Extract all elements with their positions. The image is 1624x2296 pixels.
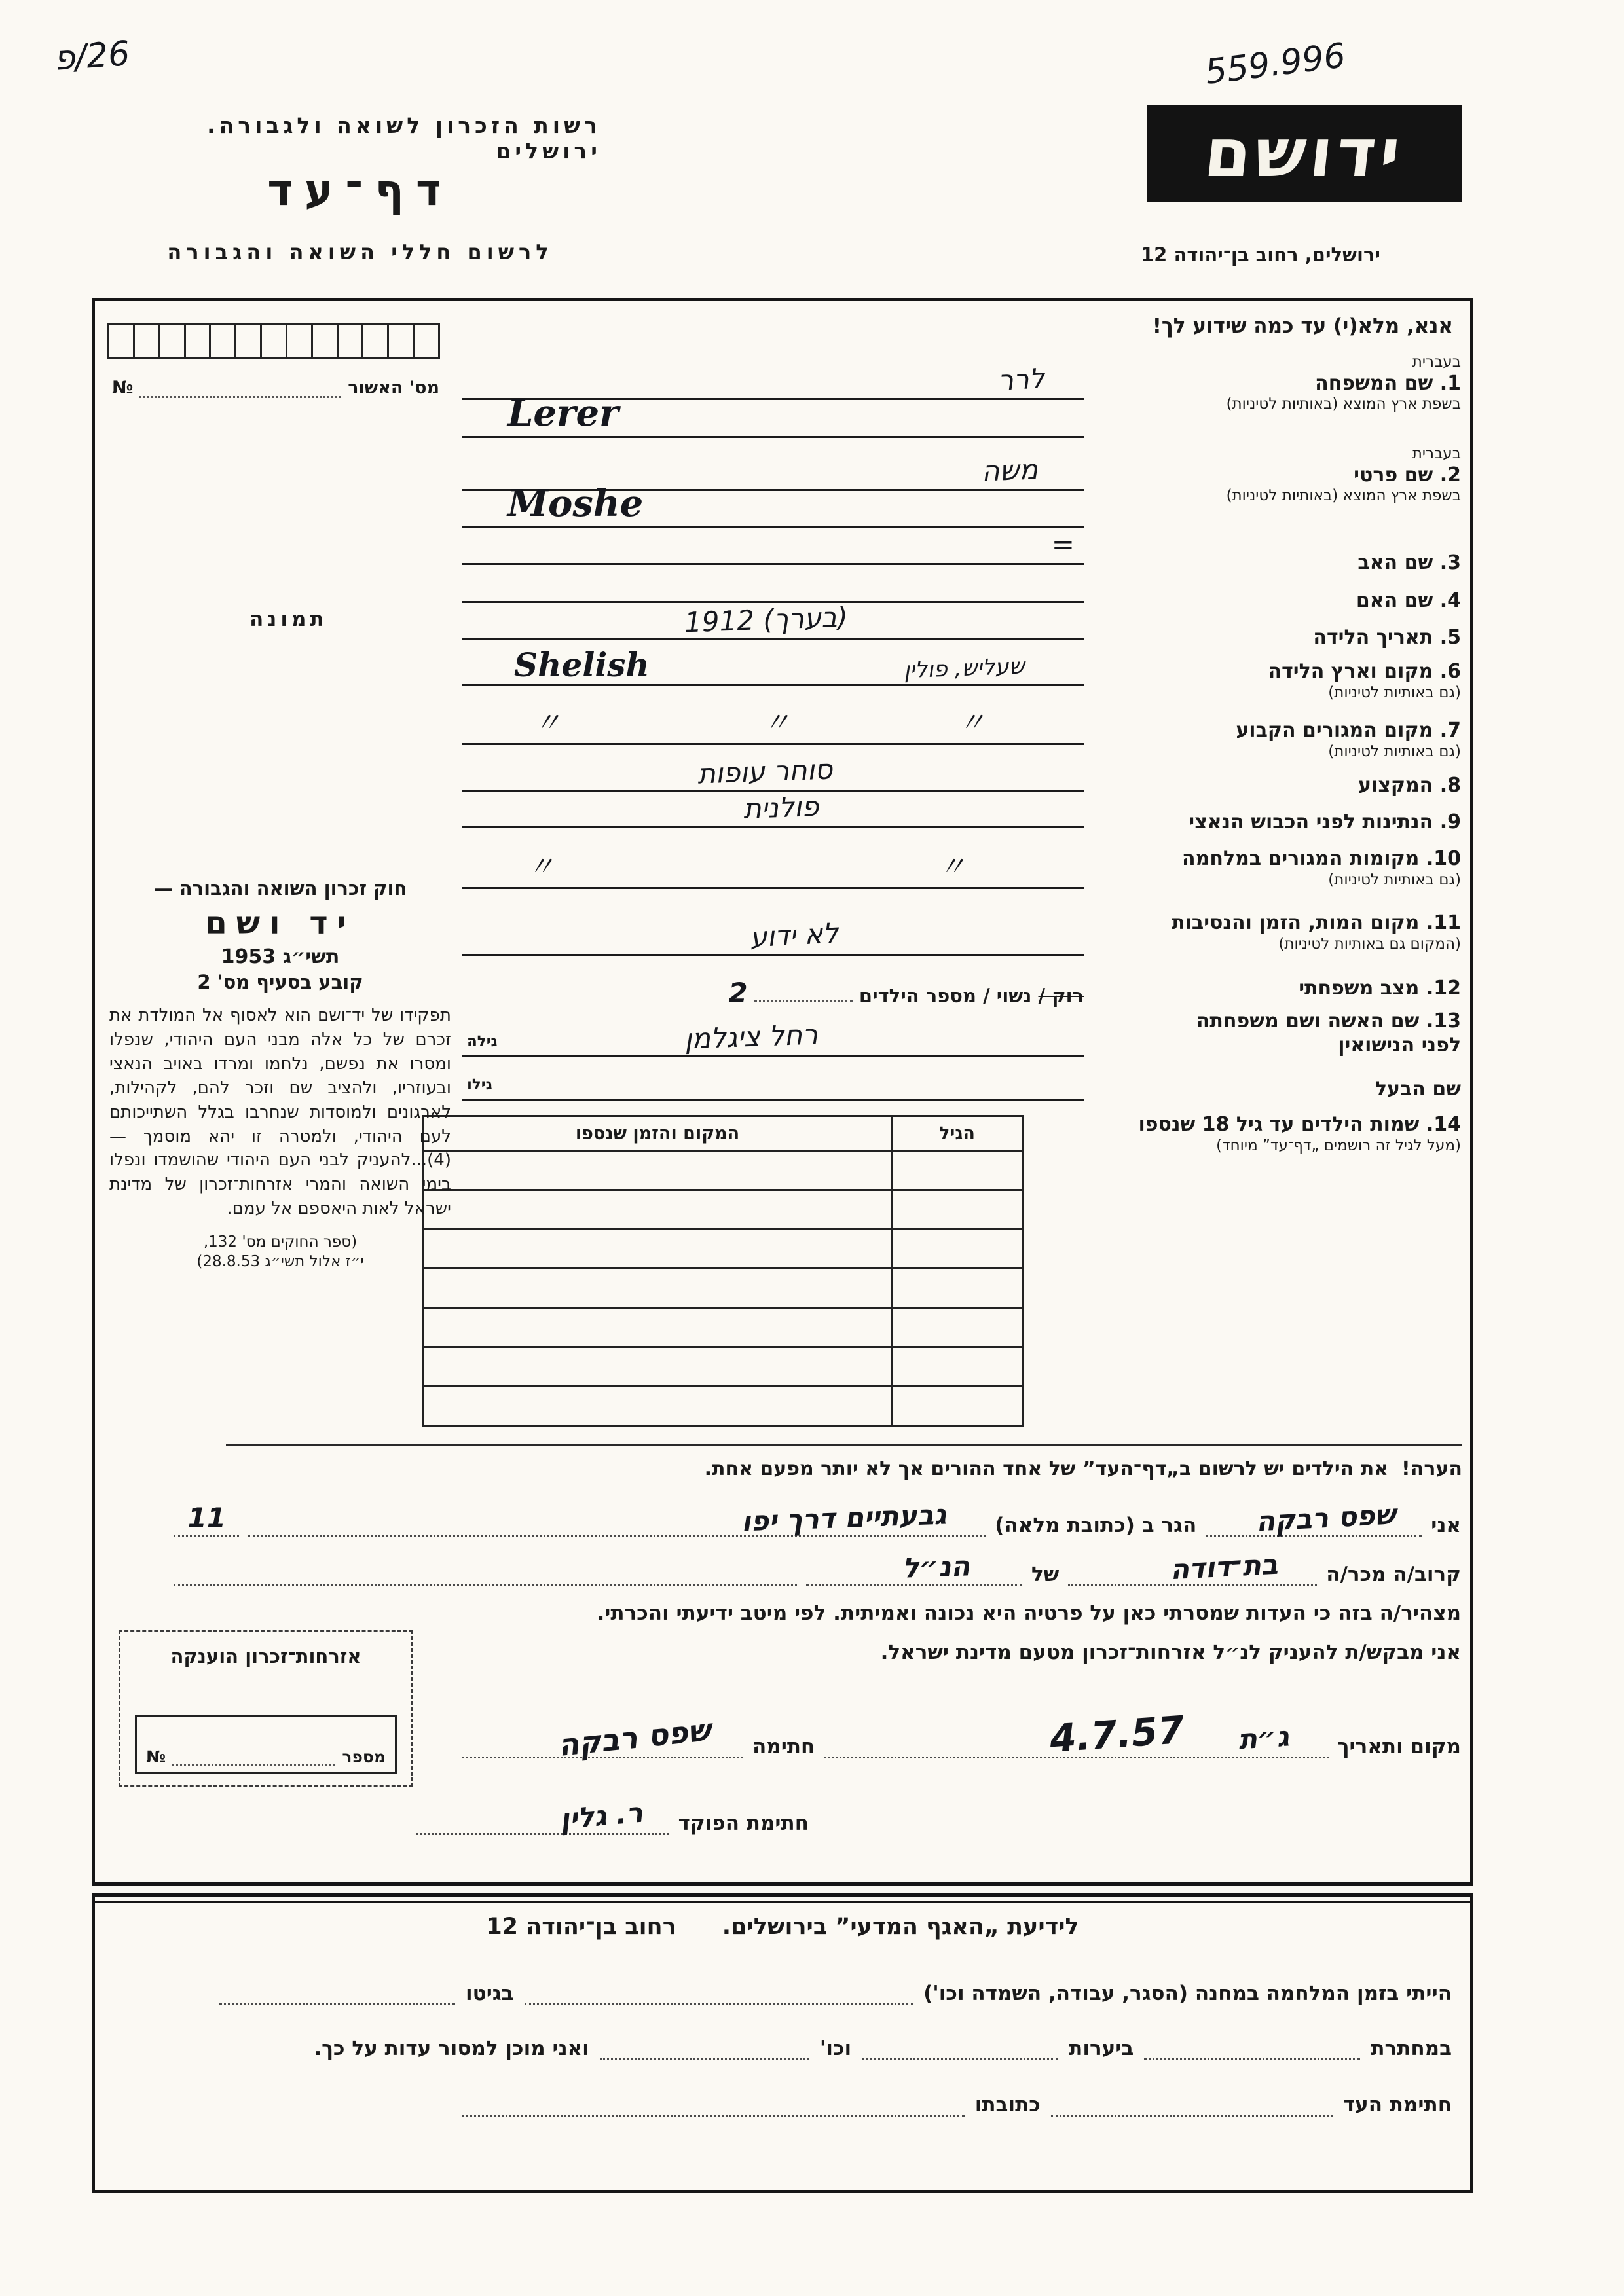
handwritten-residence-ditto-1: 〃 bbox=[534, 706, 562, 738]
field-death-place-label: 11. מקום המות, הזמן והנסיבות (המקום גם באותיות לטיניות) bbox=[1172, 911, 1461, 953]
handwritten-birth-place-hebrew: שעליש, פולין bbox=[903, 653, 1025, 684]
field-children-names-label: 14. שמות הילדים עד גיל 18 שנספו (מעל לגיל זה רושמים „דף־עד” מיוחד) bbox=[1138, 1113, 1461, 1154]
relation-label: קרוב/ה מכר/ה bbox=[1326, 1563, 1461, 1586]
field-wife-name-line bbox=[462, 1018, 1084, 1057]
field-father-name-label: 3. שם האב bbox=[1357, 551, 1461, 574]
forests-blank bbox=[862, 2029, 1058, 2060]
handwritten-signature: שפס רבקה bbox=[556, 1711, 712, 1764]
office-address: ירושלים, רחוב בן־יהודה 12 bbox=[1141, 244, 1380, 266]
underground-blank bbox=[1144, 2029, 1360, 2060]
citizenship-granted-label: אזרחות־זכרון הוענקה bbox=[170, 1645, 361, 1667]
marital-status-options bbox=[462, 977, 1084, 1009]
option-single: רוק / bbox=[1038, 985, 1084, 1007]
underground-forests-line bbox=[134, 2029, 1452, 2060]
children-count-blank bbox=[754, 985, 853, 1002]
camp-ghetto-line bbox=[219, 1974, 1452, 2005]
husband-age-label: גילו bbox=[467, 1076, 492, 1093]
field-wartime-residence-label: 10. מקומות המגורים במלחמה (גם באותיות לטיניות) bbox=[1182, 847, 1461, 888]
handwritten-wartime-ditto-1: 〃 bbox=[527, 850, 555, 883]
field-residence-line bbox=[462, 706, 1084, 745]
resides-label: הגר ב (כתובת מלאה) bbox=[995, 1514, 1197, 1537]
field-father-name-line bbox=[462, 528, 1084, 565]
scientific-branch-box bbox=[92, 1893, 1473, 2193]
note-head: הערה! bbox=[1401, 1457, 1462, 1480]
handwritten-file-number-left: 26/פ bbox=[52, 34, 132, 79]
yad-vashem-logo bbox=[1147, 105, 1462, 202]
field-family-name-label: בעברית 1. שם המשפחה בשפת ארץ המוצא (באותיות לטיניות) bbox=[1226, 354, 1461, 413]
ghetto-label: בגיטו bbox=[466, 1982, 514, 2005]
of-label: של bbox=[1031, 1563, 1060, 1586]
witness-address-blank bbox=[248, 1498, 986, 1538]
column-place-time: המקום והזמן שנספו bbox=[575, 1123, 740, 1144]
children-note bbox=[459, 1457, 1462, 1480]
handwritten-children-count: 2 bbox=[728, 977, 748, 1009]
children-table-row bbox=[424, 1228, 1022, 1267]
place-date-label: מקום ותאריך bbox=[1337, 1735, 1461, 1758]
field-marital-status-label: 12. מצב משפחתי bbox=[1299, 977, 1461, 1000]
handwritten-address-number: 11 bbox=[187, 1502, 226, 1534]
handwritten-date: 4.7.57 bbox=[1048, 1707, 1186, 1762]
etc-label: וכו' bbox=[819, 2037, 852, 2060]
approval-number-label: מס' האשור bbox=[348, 378, 439, 398]
handwritten-birth-place-latin: Shelish bbox=[514, 646, 650, 684]
clerk-signature-line bbox=[416, 1796, 809, 1836]
field-mother-name-line bbox=[462, 601, 1084, 603]
scientific-branch-title: לידיעת „האגף המדעי” בירושלים. רחוב בן־יהודה 12 bbox=[486, 1914, 1079, 1940]
form-subtitle: לרשום חללי השואה והגבורה bbox=[167, 240, 553, 264]
witness-address-label: כתובתו bbox=[974, 2093, 1041, 2117]
relation-extra-blank bbox=[174, 1555, 797, 1586]
field-husband-name-label: שם הבעל bbox=[1375, 1078, 1461, 1101]
etc-blank bbox=[600, 2029, 809, 2060]
children-table-row bbox=[424, 1385, 1022, 1425]
law-clause: קובע בסעיף מס' 2 bbox=[197, 971, 363, 993]
witness-signature-line bbox=[462, 2085, 1452, 2117]
form-title: דף־עד bbox=[267, 165, 453, 215]
handwritten-death-place: לא ידוע bbox=[748, 917, 840, 954]
field-birth-date-line bbox=[462, 600, 1084, 640]
yad-vashem-logo-text: ידושם bbox=[1201, 114, 1408, 192]
witness-signature-label: חתימת העד bbox=[1342, 2093, 1452, 2117]
stamp-number-blank bbox=[172, 1745, 335, 1766]
handwritten-father-name: = bbox=[1051, 528, 1075, 560]
clerk-signature-label: חתימת הפוקד bbox=[678, 1812, 809, 1835]
witness-signature-blank bbox=[1051, 2085, 1333, 2117]
handwritten-family-name-latin: Lerer bbox=[507, 392, 619, 435]
handwritten-relation: בת־דודה bbox=[1169, 1548, 1279, 1586]
field-citizenship-line bbox=[462, 790, 1084, 828]
camp-label: הייתי בזמן המלחמה במחנה (הסגר, עבודה, השמדה וכו') bbox=[923, 1982, 1452, 2005]
handwritten-of-whom: הנ״ל bbox=[902, 1550, 970, 1584]
law-title: חוק זכרון השואה והגבורה — bbox=[153, 877, 407, 900]
field-death-place-line bbox=[462, 917, 1084, 956]
main-form-box bbox=[92, 298, 1473, 1886]
law-yad-vashem: יד ושם bbox=[205, 905, 356, 941]
note-divider bbox=[226, 1444, 1462, 1446]
signature-label: חתימה bbox=[752, 1735, 815, 1758]
field-citizenship-label: 9. הנתינות לפני הכבוש הנאצי bbox=[1189, 811, 1461, 833]
declaration-truth-statement: מצהיר/ה בזה כי העדות שמסרתי כאן על פרטיה היא נכונה ואמיתית. לפי מיטב ידיעתי והכרתי. bbox=[597, 1601, 1461, 1625]
field-wartime-residence-line bbox=[462, 850, 1084, 889]
note-text: את הילדים יש לרשום ב„דף־העד” של אחד ההורים אך לא יותר מפעם אחת. bbox=[704, 1457, 1389, 1480]
declaration-request-statement: אני מבקש/ת להעניק לנ״ל אזרחות־זכרון מטעם מדינת ישראל. bbox=[880, 1641, 1461, 1664]
relation-blank bbox=[1068, 1548, 1317, 1586]
field-family-name-latin-line bbox=[462, 392, 1084, 438]
approval-number-row bbox=[112, 377, 439, 398]
remembrance-law-block bbox=[109, 877, 451, 1272]
handwritten-given-name-latin: Moshe bbox=[507, 482, 644, 525]
handwritten-profession: סוחר עופות bbox=[697, 753, 834, 790]
numero-sign: № bbox=[112, 378, 134, 398]
children-table bbox=[422, 1115, 1024, 1427]
clerk-signature-blank bbox=[416, 1796, 669, 1836]
serial-number-boxes bbox=[109, 323, 440, 359]
handwritten-file-number-right: 559.996 bbox=[1203, 36, 1348, 92]
approval-number-blank bbox=[139, 377, 341, 398]
field-residence-label: 7. מקום המגורים הקבוע (גם באותיות לטיניות) bbox=[1236, 719, 1461, 760]
witness-address-number-blank bbox=[174, 1502, 239, 1537]
of-blank bbox=[806, 1550, 1022, 1586]
memorial-citizenship-stamp-box bbox=[119, 1630, 413, 1787]
handwritten-clerk-signature: ר. גלין bbox=[558, 1796, 644, 1836]
handwritten-residence-ditto-2: 〃 bbox=[763, 706, 791, 738]
stamp-number-box bbox=[135, 1715, 397, 1774]
law-year: תשי״ג 1953 bbox=[221, 945, 340, 968]
place-date-signature-line bbox=[462, 1707, 1461, 1764]
underground-label: במחתרת bbox=[1371, 2037, 1452, 2060]
children-table-row bbox=[424, 1307, 1022, 1346]
law-body: תפקידו של יד־ושם הוא לאסוף אל המולדת את זכרם של כל אלה מבני העם היהודי, שנפלו ומסרו את נפשם, נלחמו ומרדו באויב הנאצי ובעוזריו, ולהציב שם וזכר להם, לקהילות, לארגונים ולמוסדות שנחרבו בגלל השתייכותם לעם היהודי, ולמטרה זו יהא מוסמך — (4)...להעניק לבני העם היהודי שהושמדו ונפלו בימי השואה והמרי אזרחות־זכרון של מדינת ישראל לאות היאספם אל עמם. bbox=[109, 1006, 451, 1219]
i-label: אני bbox=[1431, 1514, 1461, 1537]
children-table-row bbox=[424, 1150, 1022, 1189]
children-count-label: מספר הילדים bbox=[858, 985, 976, 1007]
children-table-row bbox=[424, 1267, 1022, 1307]
witness-name-blank bbox=[1206, 1498, 1422, 1538]
handwritten-given-name-hebrew: משה bbox=[981, 453, 1039, 488]
handwritten-place: ג״ת bbox=[1237, 1720, 1291, 1756]
handwritten-witness-name: שפס רבקה bbox=[1255, 1498, 1397, 1538]
handwritten-wife-name: רחל ציגלמן bbox=[684, 1018, 819, 1055]
field-birth-place-label: 6. מקום וארץ הלידה (גם באותיות לטיניות) bbox=[1268, 660, 1461, 701]
handwritten-family-name-hebrew: לרר bbox=[997, 362, 1046, 397]
handwritten-residence-ditto-3: 〃 bbox=[957, 706, 986, 738]
declaration-relation-line bbox=[174, 1548, 1461, 1586]
handwritten-witness-address: גבעתיים דרך יפו bbox=[741, 1498, 948, 1538]
children-table-header bbox=[424, 1117, 1022, 1150]
witness-address-blank-bottom bbox=[462, 2085, 965, 2117]
field-profession-label: 8. המקצוע bbox=[1357, 774, 1461, 797]
field-birth-date-label: 5. תאריך הלידה bbox=[1313, 626, 1461, 649]
stamp-numero-sign: № bbox=[146, 1747, 166, 1766]
field-husband-name-line bbox=[462, 1076, 1084, 1101]
children-table-row bbox=[424, 1189, 1022, 1228]
fill-instruction: אנא, מלא(י) עד כמה שידוע לך! bbox=[1152, 314, 1453, 338]
signature-blank bbox=[462, 1711, 743, 1764]
wife-age-label: גילה bbox=[467, 1033, 498, 1050]
field-given-name-label: בעברית 2. שם פרטי בשפת ארץ המוצא (באותיות לטיניות) bbox=[1226, 445, 1461, 505]
declaration-identity-line bbox=[174, 1498, 1461, 1538]
field-given-name-latin-line bbox=[462, 482, 1084, 528]
column-age: הגיל bbox=[891, 1117, 1022, 1150]
field-wife-name-label: 13. שם האשה ושם משפחתה לפני הנישואין bbox=[1196, 1010, 1461, 1057]
handwritten-citizenship: פולנית bbox=[743, 790, 820, 825]
handwritten-wartime-ditto-2: 〃 bbox=[938, 850, 966, 883]
camp-blank bbox=[525, 1974, 913, 2005]
memorial-authority-line: רשות הזכרון לשואה ולגבורה. ירושלים bbox=[207, 113, 601, 164]
option-married: נשוי / bbox=[983, 985, 1032, 1007]
testify-label: ואני מוכן למסור עדות על כך. bbox=[314, 2037, 589, 2060]
place-date-blank bbox=[824, 1707, 1328, 1762]
field-birth-place-line bbox=[462, 646, 1084, 686]
photo-placeholder-label: תמונה bbox=[249, 608, 328, 631]
forests-label: ביערות bbox=[1069, 2037, 1134, 2060]
stamp-number-label: מספר bbox=[342, 1747, 386, 1766]
law-reference: (ספר החוקים מס' 132, י״ז אלול תשי״ג 28.8.53) bbox=[196, 1233, 364, 1271]
ghetto-blank bbox=[219, 1974, 455, 2005]
children-table-row bbox=[424, 1346, 1022, 1385]
handwritten-birth-date: (בערך) 1912 bbox=[684, 600, 849, 639]
field-mother-name-label: 4. שם האם bbox=[1356, 589, 1461, 612]
double-rule bbox=[95, 1901, 1470, 1903]
